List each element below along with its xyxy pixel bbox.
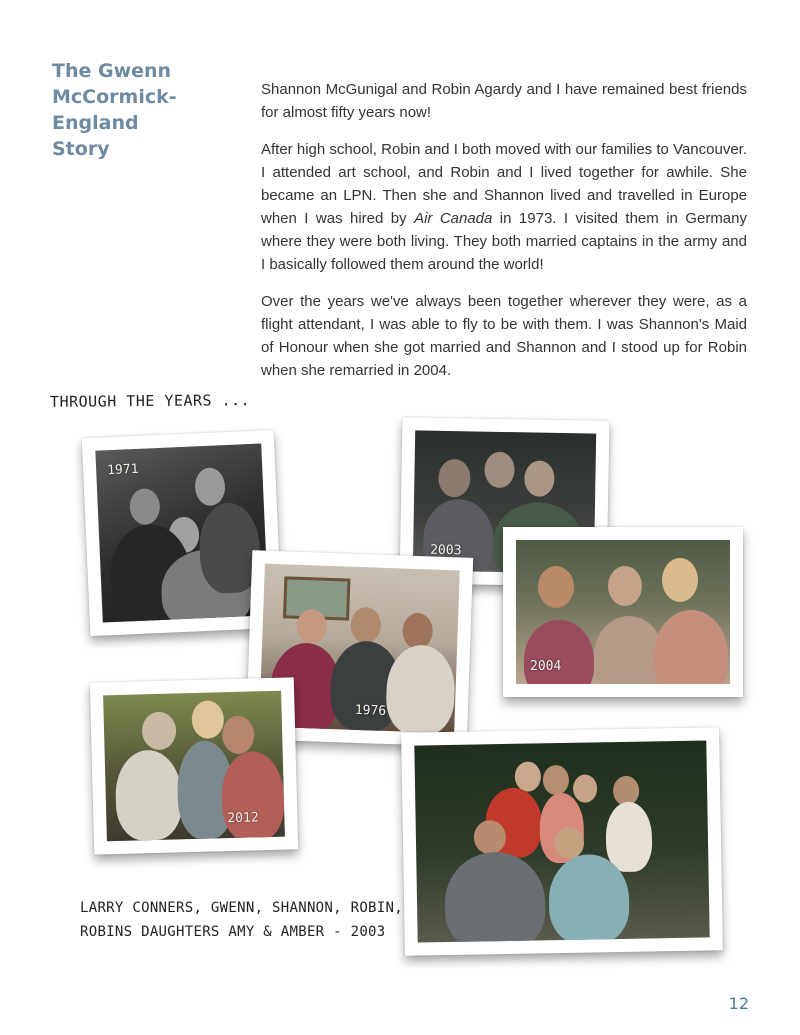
photo-group-2003 <box>401 727 723 956</box>
story-body <box>261 78 747 396</box>
air-canada-italic: Air Canada <box>414 210 493 227</box>
caption-line-1: LARRY CONNERS, GWENN, SHANNON, ROBIN, <box>80 900 403 916</box>
photo-2004 <box>503 527 743 697</box>
photo-2012 <box>90 677 298 854</box>
story-title-line-3: Story <box>52 138 110 160</box>
photo-group-2003-image <box>414 740 709 942</box>
photo-1971-year: 1971 <box>106 461 139 479</box>
photo-2003-year: 2003 <box>430 542 462 559</box>
story-title-line-1: The Gwenn <box>52 60 172 82</box>
paragraph-2 <box>261 138 747 276</box>
story-title <box>52 58 242 162</box>
photo-1976-year: 1976 <box>354 702 387 719</box>
page-number: 12 <box>728 994 749 1013</box>
paragraph-1: Shannon McGunigal and Robin Agardy and I have remained best friends for almost fifty years now! <box>261 81 747 121</box>
photo-2004-year: 2004 <box>530 659 562 674</box>
photo-2012-year: 2012 <box>227 810 259 827</box>
photo-caption <box>80 896 403 944</box>
paragraph-3: Over the years we've always been together wherever they were, as a flight attendant, I was able to fly to be with them. I was Shannon's Maid of Honour when she got married and Shannon and I stood up for Robin when she remarried in 2004. <box>261 293 747 379</box>
paragraph-2-text-b: in 1973. I visited them in Germany where they were both living. They both married captains in the army and I basically followed them around the world! <box>261 210 747 273</box>
paragraph-2-text-a: After high school, Robin and I both moved with our families to Vancouver. I attended art school, and Robin and I lived together for awhile. She became an LPN. Then she and Shannon lived and travelled in Europe when I was hired by <box>261 141 747 227</box>
caption-line-2: ROBINS DAUGHTERS AMY & AMBER - 2003 <box>80 924 386 940</box>
section-heading: THROUGH THE YEARS ... <box>49 391 251 411</box>
story-title-line-2: McCormick-England <box>52 86 177 134</box>
